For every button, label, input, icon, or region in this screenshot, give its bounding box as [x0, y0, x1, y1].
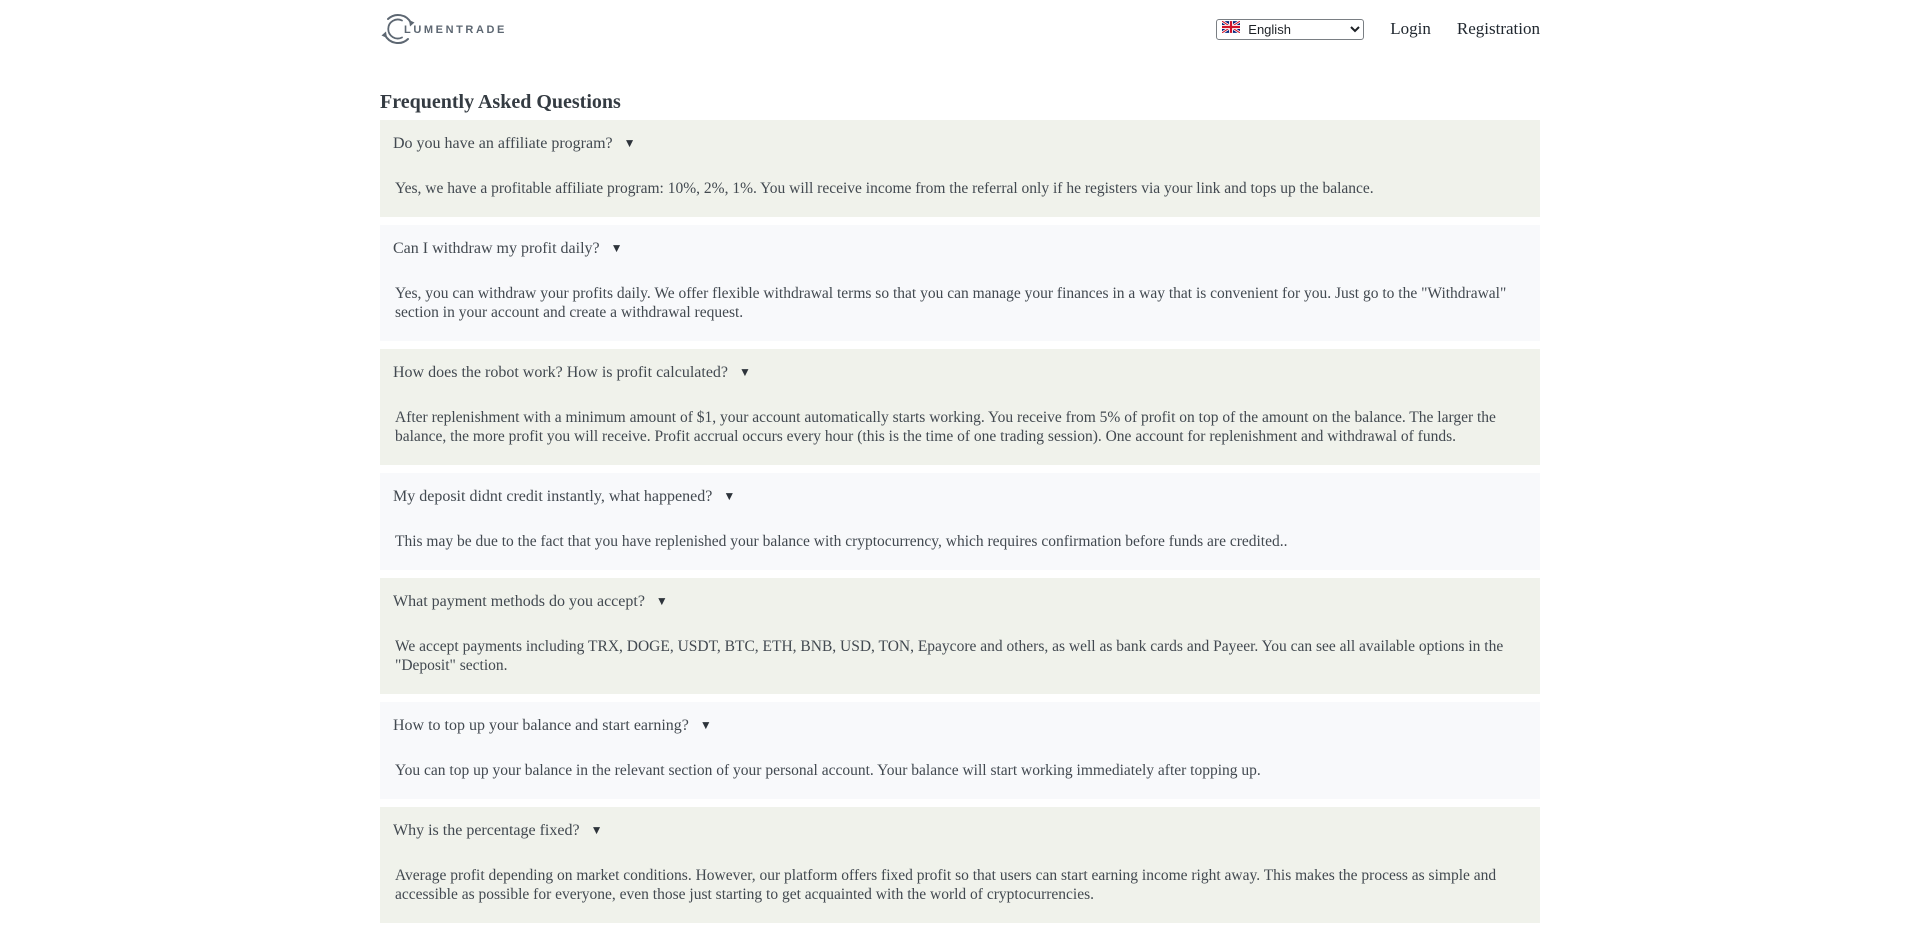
faq-question-text: Why is the percentage fixed? — [393, 822, 580, 839]
faq-answer: Average profit depending on market conditions. However, our platform offers fixed profit so that users can start earning income right away. This makes the process as simple and accessible as possible for everyone, even those just starting to get acquainted with the world of cryptocurrencies. — [395, 867, 1497, 903]
faq-question[interactable] — [393, 486, 1526, 508]
faq-item — [380, 807, 1540, 923]
faq-question-text: How to top up your balance and start earning? — [393, 717, 689, 734]
faq-expand-icon: ▼ — [623, 136, 636, 150]
faq-item — [380, 473, 1540, 570]
site-header — [380, 0, 1540, 42]
faq-expand-icon: ▼ — [590, 823, 603, 837]
faq-expand-icon: ▼ — [655, 594, 668, 608]
faq-expand-icon: ▼ — [723, 489, 736, 503]
header-right — [1216, 19, 1540, 40]
language-selector — [1216, 19, 1364, 40]
faq-answer: Yes, you can withdraw your profits daily. We offer flexible withdrawal terms so that you can manage your finances in a way that is convenient for you. Just go to the "Withdrawal" section in your account and create a withdrawal request. — [395, 285, 1507, 321]
faq-answer: We accept payments including TRX, DOGE, USDT, BTC, ETH, BNB, USD, TON, Epaycore and others, as well as bank cards and Payeer. You can see all available options in the "Deposit" section. — [395, 638, 1504, 674]
faq-question-text: Can I withdraw my profit daily? — [393, 240, 600, 257]
faq-item — [380, 349, 1540, 465]
faq-expand-icon: ▼ — [610, 241, 623, 255]
main-content — [380, 89, 1540, 923]
faq-question-text: My deposit didnt credit instantly, what happened? — [393, 488, 713, 505]
faq-item — [380, 578, 1540, 694]
faq-question[interactable] — [393, 362, 1526, 384]
faq-answer: You can top up your balance in the relevant section of your personal account. Your balance will start working immediately after topping up. — [395, 762, 1261, 779]
page-container — [380, 0, 1540, 923]
faq-question-text: What payment methods do you accept? — [393, 593, 645, 610]
page-title: Frequently Asked Questions — [380, 91, 621, 113]
faq-expand-icon: ▼ — [739, 365, 751, 379]
faq-question[interactable] — [393, 591, 1526, 613]
faq-item — [380, 225, 1540, 341]
faq-answer: Yes, we have a profitable affiliate program: 10%, 2%, 1%. You will receive income from the referral only if he registers via your link and tops up the balance. — [395, 180, 1374, 197]
logo-text: LUMENTRADE — [404, 23, 507, 36]
faq-list — [380, 120, 1540, 923]
faq-question[interactable] — [393, 238, 1526, 260]
faq-question[interactable] — [393, 715, 1526, 737]
faq-question[interactable] — [393, 820, 1526, 842]
login-link[interactable]: Login — [1390, 19, 1431, 38]
logo[interactable] — [380, 11, 507, 47]
faq-expand-icon: ▼ — [699, 718, 712, 732]
language-select[interactable] — [1216, 19, 1364, 40]
faq-question[interactable] — [393, 133, 1526, 155]
registration-link[interactable]: Registration — [1456, 19, 1540, 38]
faq-question-text: How does the robot work? How is profit calculated? — [393, 364, 729, 381]
faq-answer: This may be due to the fact that you have replenished your balance with cryptocurrency, which requires confirmation before funds are credited.. — [395, 533, 1288, 550]
faq-question-text: Do you have an affiliate program? — [393, 135, 613, 152]
faq-item — [380, 120, 1540, 217]
faq-item — [380, 702, 1540, 799]
faq-answer: After replenishment with a minimum amount of $1, your account automatically starts working. You receive from 5% of profit on top of the amount on the balance. The larger the balance, the more profit you will receive. Profit accrual occurs every hour (this is the time of one trading session). One account for replenishment and withdrawal of funds. — [395, 409, 1496, 445]
